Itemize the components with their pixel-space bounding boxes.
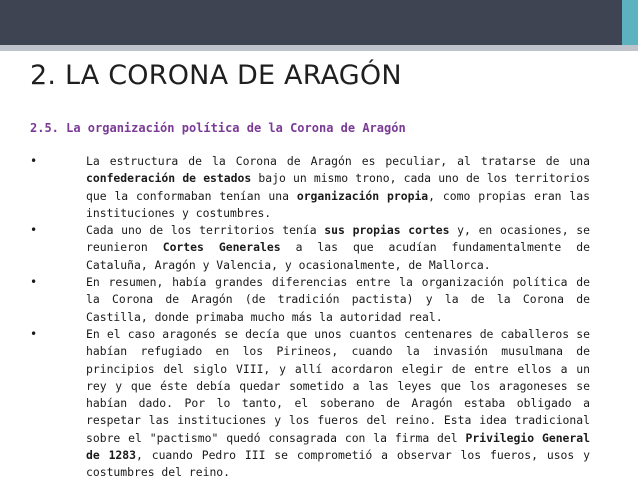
bullet-text: , cuando Pedro III se comprometió a observar los fueros, usos y costumbres del reino. xyxy=(86,448,590,480)
bullet-text: En el caso aragonés se decía que unos cuantos centenares de caballeros se habían refugiado en los Pirineos, cuando la invasión musulmana de principios del siglo VIII, y allí acordaron elegir de entre ellos a un rey y que éste debía quedar sometido a las leyes que los aragoneses se habían dado. Por lo tanto, el soberano de Aragón estaba obligado a respetar las instituciones y los fueros del reino. Esta idea tradicional sobre el "pactismo" quedó consagrada con la firma del xyxy=(86,326,590,445)
bullet-bold-text: sus propias cortes xyxy=(324,223,450,238)
bullet-text: bajo un mismo trono, cada uno de los territorios que la conformaban tenían una xyxy=(86,171,590,203)
bullet-text: y, en ocasiones, se reunieron xyxy=(86,223,590,255)
bullet-marker: • xyxy=(30,275,38,290)
bullet-text: , como propias eran las instituciones y costumbres. xyxy=(86,188,590,220)
bullet-bold-text: Privilegio General de 1283 xyxy=(86,430,590,463)
bullet-text: En resumen, había grandes diferencias entre la organización política de la Corona de Aragón (de tradición pactista) y la de la Corona de Castilla, donde primaba mucho más la autoridad real. xyxy=(86,275,590,324)
bullet-list xyxy=(30,153,590,482)
header-bar xyxy=(0,0,638,51)
header-stripe xyxy=(0,45,638,51)
bullet-item xyxy=(30,153,590,222)
bullet-item xyxy=(30,222,590,274)
bullet-marker: • xyxy=(30,154,38,168)
bullet-item xyxy=(30,326,590,482)
bullet-text: Cada uno de los territorios tenía xyxy=(86,223,325,238)
bullet-text: La estructura de la Corona de Aragón es peculiar, al tratarse de una xyxy=(86,154,590,168)
bullet-bold-text: Cortes Generales xyxy=(162,240,281,255)
slide-title: 2. LA CORONA DE ARAGÓN xyxy=(30,60,402,91)
bullet-bold-text: organización propia xyxy=(296,188,429,203)
bullet-marker: • xyxy=(30,223,38,238)
bullet-marker: • xyxy=(30,326,38,341)
bullet-text: a las que acudían fundamentalmente de Cataluña, Aragón y Valencia, y ocasionalmente, de Mallorca. xyxy=(86,240,590,272)
bullet-item xyxy=(30,274,590,326)
slide-subtitle: 2.5. La organización política de la Corona de Aragón xyxy=(30,121,406,135)
bullet-bold-text: confederación de estados xyxy=(86,171,252,186)
header-accent-block xyxy=(622,0,638,51)
